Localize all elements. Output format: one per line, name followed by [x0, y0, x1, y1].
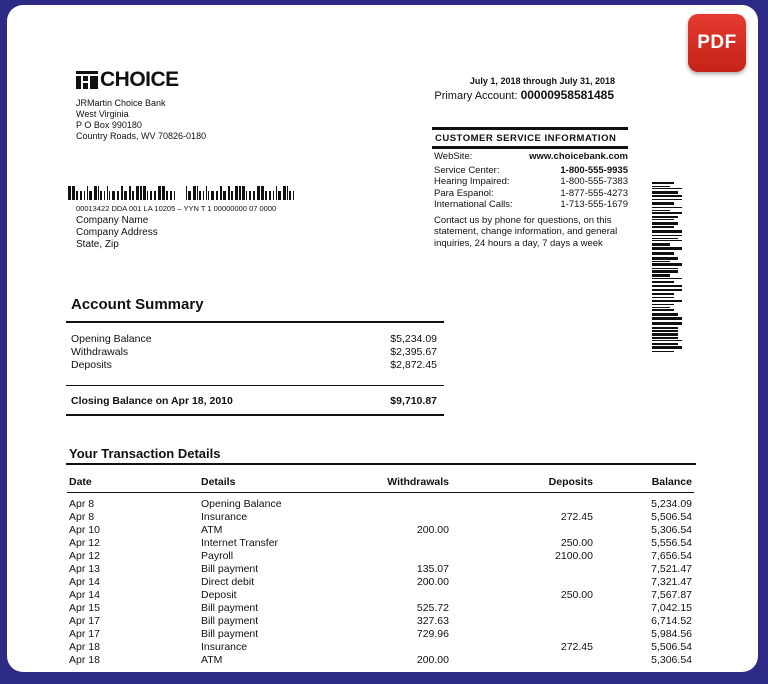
transaction-withdrawal	[327, 641, 451, 654]
transaction-date: Apr 10	[69, 524, 100, 536]
barcode-bar	[203, 191, 204, 200]
transaction-deposit: 250.00	[560, 589, 593, 601]
barcode-bar	[652, 322, 682, 325]
transaction-balance: 7,042.15	[651, 602, 692, 614]
barcode-bar	[143, 186, 146, 200]
summary-label: Deposits	[71, 359, 112, 371]
barcode-bar	[206, 186, 207, 200]
transaction-balance: 5,506.54	[651, 511, 692, 523]
barcode-bar	[652, 182, 674, 184]
summary-row	[71, 359, 437, 371]
barcode-bar	[283, 186, 286, 200]
bank-address	[76, 98, 206, 142]
summary-value: $2,872.45	[390, 359, 437, 371]
barcode-bar	[652, 343, 678, 345]
barcode-bar	[150, 191, 152, 200]
transaction-details: Insurance	[201, 511, 248, 523]
closing-balance-value: $9,710.87	[390, 395, 437, 407]
summary-row	[71, 346, 437, 358]
barcode-bar	[652, 293, 674, 295]
transaction-details: ATM	[201, 524, 223, 536]
transaction-withdrawal: 135.07	[416, 563, 449, 575]
barcode-bar	[652, 207, 682, 208]
mailing-name: Company Name	[76, 215, 149, 226]
closing-balance-label: Closing Balance on Apr 18, 2010	[71, 395, 233, 407]
transaction-balance: 6,714.52	[651, 615, 692, 627]
barcode-bar	[140, 186, 142, 200]
transaction-deposit: 2100.00	[555, 550, 593, 562]
barcode-bar	[257, 186, 260, 200]
side-barcode	[652, 182, 688, 352]
barcode-bar	[121, 186, 123, 200]
statement-period: July 1, 2018 through July 31, 2018	[469, 76, 615, 86]
header-deposits: Deposits	[451, 474, 595, 493]
service-value: 1-800-555-9935	[560, 164, 628, 176]
barcode-bar	[652, 202, 674, 205]
transaction-deposit	[451, 576, 595, 589]
transaction-balance: 5,306.54	[651, 524, 692, 536]
barcode-bar	[132, 191, 134, 200]
barcode-bar	[289, 191, 291, 200]
transaction-balance: 7,321.47	[651, 576, 692, 588]
barcode-bar	[652, 240, 682, 241]
service-row	[432, 176, 628, 188]
barcode-bar	[287, 186, 288, 200]
summary-mid-rule	[66, 385, 444, 386]
transaction-details: ATM	[201, 654, 223, 666]
transaction-details: Bill payment	[201, 602, 259, 614]
transaction-details: Internet Transfer	[201, 537, 279, 549]
transaction-details: Direct debit	[201, 576, 255, 588]
barcode-bar	[652, 337, 678, 339]
service-label: Service Center:	[434, 164, 500, 176]
barcode-bar	[80, 191, 82, 200]
transaction-row	[67, 641, 694, 654]
transaction-row	[67, 628, 694, 641]
transaction-withdrawal	[327, 511, 451, 524]
transaction-date: Apr 18	[69, 641, 100, 653]
barcode-bar	[228, 186, 230, 200]
barcode-bar	[652, 327, 678, 329]
transaction-details-title: Your Transaction Details	[69, 446, 221, 461]
bank-name: JRMartin Choice Bank	[76, 98, 166, 108]
barcode-bar	[652, 304, 674, 305]
service-row	[432, 165, 628, 177]
pdf-download-button[interactable]	[688, 14, 746, 72]
barcode-bar	[242, 186, 245, 200]
transaction-balance: 5,506.54	[651, 641, 692, 653]
mailing-address-line: Company Address	[76, 227, 158, 238]
transaction-row	[67, 493, 694, 512]
header-balance: Balance	[595, 474, 694, 493]
transaction-date: Apr 8	[69, 498, 95, 510]
barcode-bar	[208, 191, 209, 200]
transaction-date: Apr 17	[69, 628, 100, 640]
transaction-row	[67, 589, 694, 602]
transaction-date: Apr 18	[69, 654, 100, 666]
barcode-bar	[652, 263, 682, 266]
transaction-details: Opening Balance	[201, 498, 282, 510]
transaction-balance: 7,567.87	[651, 589, 692, 601]
customer-service-title: CUSTOMER SERVICE INFORMATION	[432, 127, 628, 149]
transaction-deposit	[451, 628, 595, 641]
barcode-bar	[652, 247, 682, 250]
barcode-bar	[652, 351, 674, 352]
transaction-withdrawal: 525.72	[416, 602, 449, 614]
barcode-bar	[652, 216, 678, 218]
barcode-bar	[652, 340, 682, 341]
barcode-bar	[136, 186, 139, 200]
barcode-bar	[199, 191, 201, 200]
barcode-bar	[652, 212, 682, 214]
barcode-bar	[216, 191, 218, 200]
service-row	[432, 188, 628, 200]
primary-account-number: 00000958581485	[520, 88, 614, 102]
barcode-bar	[652, 330, 678, 332]
barcode-bar	[154, 191, 156, 200]
transaction-date: Apr 14	[69, 576, 100, 588]
barcode-bar	[246, 191, 247, 200]
transaction-deposit	[451, 563, 595, 576]
barcode-bar	[197, 186, 198, 200]
transaction-deposit	[451, 615, 595, 628]
service-label: Para Espanol:	[434, 187, 494, 199]
summary-value: $2,395.67	[390, 346, 437, 358]
service-value: 1-800-555-7383	[560, 176, 628, 187]
bank-city-line: Country Roads, WV 70826-0180	[76, 131, 207, 141]
barcode-bar	[186, 186, 187, 200]
transaction-withdrawal: 200.00	[416, 524, 449, 536]
barcode-bar	[174, 191, 175, 200]
transaction-header-row	[67, 474, 694, 493]
barcode-bar	[89, 191, 92, 200]
barcode-bar	[273, 191, 274, 200]
closing-balance-row	[71, 395, 437, 407]
barcode-bar	[652, 219, 674, 220]
barcode-bar	[162, 186, 165, 200]
barcode-bar	[652, 261, 670, 262]
transaction-balance: 5,556.54	[651, 537, 692, 549]
transaction-withdrawal: 327.63	[416, 615, 449, 627]
barcode-bar	[188, 191, 191, 200]
barcode-bar	[652, 243, 670, 246]
barcode-bar	[117, 191, 119, 200]
customer-service-box	[432, 127, 628, 249]
barcode-bar	[193, 186, 196, 200]
barcode-bar	[98, 186, 99, 200]
barcode-bar	[652, 230, 682, 233]
logo-mark-icon	[76, 71, 98, 89]
summary-label: Opening Balance	[71, 333, 152, 345]
barcode-bar	[652, 238, 678, 239]
transaction-balance: 5,984.56	[651, 628, 692, 640]
header-withdrawals: Withdrawals	[327, 474, 451, 493]
transaction-deposit	[451, 524, 595, 537]
summary-row	[71, 333, 437, 345]
service-label: International Calls:	[434, 199, 513, 210]
transaction-balance: 7,656.54	[651, 550, 692, 562]
website-value: www.choicebank.com	[529, 151, 628, 162]
bank-state: West Virginia	[76, 109, 129, 119]
barcode-bar	[147, 191, 148, 200]
barcode-bar	[87, 186, 88, 200]
transaction-details: Deposit	[201, 589, 237, 601]
barcode-bar	[231, 191, 233, 200]
barcode-bar	[235, 186, 238, 200]
barcode-bar	[652, 210, 670, 211]
transaction-row	[67, 576, 694, 589]
transaction-deposit	[451, 493, 595, 512]
barcode-bar	[129, 186, 131, 200]
barcode-bar	[261, 186, 264, 200]
transaction-row	[67, 563, 694, 576]
barcode-bar	[170, 191, 172, 200]
transaction-details: Bill payment	[201, 628, 259, 640]
transaction-details: Bill payment	[201, 615, 259, 627]
transaction-withdrawal	[327, 537, 451, 550]
logo-text: CHOICE	[100, 68, 179, 91]
transaction-row	[67, 511, 694, 524]
barcode-bar	[223, 191, 226, 200]
barcode-bar	[652, 285, 682, 287]
mailing-state-zip: State, Zip	[76, 239, 119, 250]
barcode-bar	[109, 191, 110, 200]
barcode-bar	[652, 317, 682, 320]
barcode-bar	[220, 186, 222, 200]
transaction-balance: 5,306.54	[651, 654, 692, 666]
barcode-bar	[652, 191, 678, 194]
transaction-date: Apr 15	[69, 602, 100, 614]
transaction-row	[67, 615, 694, 628]
transaction-withdrawal: 729.96	[416, 628, 449, 640]
barcode-bar	[652, 300, 682, 302]
barcode-bar	[652, 268, 678, 269]
barcode-bar	[94, 186, 97, 200]
website-label: WebSite:	[434, 151, 473, 162]
transaction-row	[67, 537, 694, 550]
mailing-barcode	[68, 186, 296, 200]
barcode-bar	[652, 297, 674, 298]
transaction-withdrawal: 200.00	[416, 576, 449, 588]
account-summary-title: Account Summary	[71, 296, 204, 313]
mailing-address	[76, 215, 158, 251]
barcode-bar	[239, 186, 241, 200]
header-date: Date	[67, 474, 199, 493]
barcode-bar	[104, 191, 105, 200]
barcode-bar	[100, 191, 102, 200]
barcode-bar	[84, 191, 85, 200]
barcode-bar	[652, 226, 674, 228]
transaction-date: Apr 8	[69, 511, 95, 523]
barcode-bar	[652, 278, 682, 279]
pdf-button-label: PDF	[697, 32, 737, 53]
barcode-bar	[652, 222, 678, 225]
barcode-bar	[76, 191, 78, 200]
summary-top-rule	[66, 321, 444, 323]
barcode-bar	[652, 309, 674, 311]
barcode-bar	[652, 307, 670, 308]
website-row	[432, 151, 628, 163]
transaction-date: Apr 12	[69, 550, 100, 562]
barcode-bar	[652, 186, 670, 187]
transaction-row	[67, 550, 694, 563]
barcode-bar	[652, 199, 682, 200]
barcode-bar	[293, 191, 294, 200]
bank-logo	[76, 68, 179, 92]
summary-label: Withdrawals	[71, 346, 129, 358]
barcode-bar	[68, 186, 71, 200]
barcode-bar	[652, 270, 678, 273]
transaction-row	[67, 654, 694, 667]
summary-value: $5,234.09	[390, 333, 437, 345]
mailing-barcode-line: 00013422 DDA 001 LA 10205 – YYN T 1 00000000 07 0000	[76, 204, 277, 213]
transaction-date: Apr 12	[69, 537, 100, 549]
barcode-bar	[249, 191, 251, 200]
transaction-row	[67, 602, 694, 615]
barcode-bar	[72, 186, 75, 200]
barcode-bar	[652, 195, 682, 197]
service-value: 1-877-555-4273	[560, 187, 628, 199]
bank-po-box: P O Box 990180	[76, 120, 142, 130]
barcode-bar	[652, 313, 678, 316]
transaction-deposit: 272.45	[560, 641, 593, 653]
barcode-bar	[158, 186, 161, 200]
customer-service-note: Contact us by phone for questions, on this statement, change information, and general inquiries, 24 hours a day, 7 days a week	[434, 214, 618, 249]
barcode-bar	[107, 186, 108, 200]
transaction-details: Payroll	[201, 550, 234, 562]
transaction-withdrawal: 200.00	[416, 654, 449, 666]
barcode-bar	[652, 274, 670, 277]
primary-account-label: Primary Account:	[434, 90, 518, 102]
barcode-bar	[276, 186, 277, 200]
barcode-bar	[124, 191, 127, 200]
transaction-top-rule	[66, 463, 696, 465]
service-row	[432, 199, 628, 211]
transaction-details: Insurance	[201, 641, 248, 653]
transaction-date: Apr 17	[69, 615, 100, 627]
barcode-bar	[652, 281, 674, 283]
transaction-deposit: 272.45	[560, 511, 593, 523]
transaction-withdrawal	[327, 550, 451, 563]
transaction-balance: 5,234.09	[651, 498, 692, 510]
barcode-bar	[652, 188, 682, 189]
barcode-bar	[652, 235, 682, 236]
barcode-bar	[652, 257, 678, 260]
transaction-table	[67, 474, 694, 667]
transaction-withdrawal	[327, 493, 451, 512]
service-label: Hearing Impaired:	[434, 176, 510, 187]
barcode-bar	[652, 252, 674, 255]
barcode-bar	[269, 191, 271, 200]
header-details: Details	[199, 474, 327, 493]
barcode-bar	[278, 191, 281, 200]
summary-bottom-rule	[66, 414, 444, 416]
transaction-details: Bill payment	[201, 563, 259, 575]
service-value: 1-713-555-1679	[560, 199, 628, 210]
barcode-bar	[166, 191, 168, 200]
transaction-withdrawal	[327, 589, 451, 602]
barcode-bar	[265, 191, 267, 200]
transaction-balance: 7,521.47	[651, 563, 692, 575]
primary-account	[420, 88, 614, 102]
transaction-deposit	[451, 602, 595, 615]
barcode-bar	[211, 191, 214, 200]
barcode-bar	[652, 289, 682, 291]
transaction-deposit: 250.00	[560, 537, 593, 549]
barcode-bar	[112, 191, 115, 200]
transaction-date: Apr 13	[69, 563, 100, 575]
barcode-bar	[652, 333, 678, 336]
barcode-bar	[652, 346, 682, 349]
barcode-bar	[253, 191, 255, 200]
transaction-date: Apr 14	[69, 589, 100, 601]
transaction-deposit	[451, 654, 595, 667]
transaction-row	[67, 524, 694, 537]
